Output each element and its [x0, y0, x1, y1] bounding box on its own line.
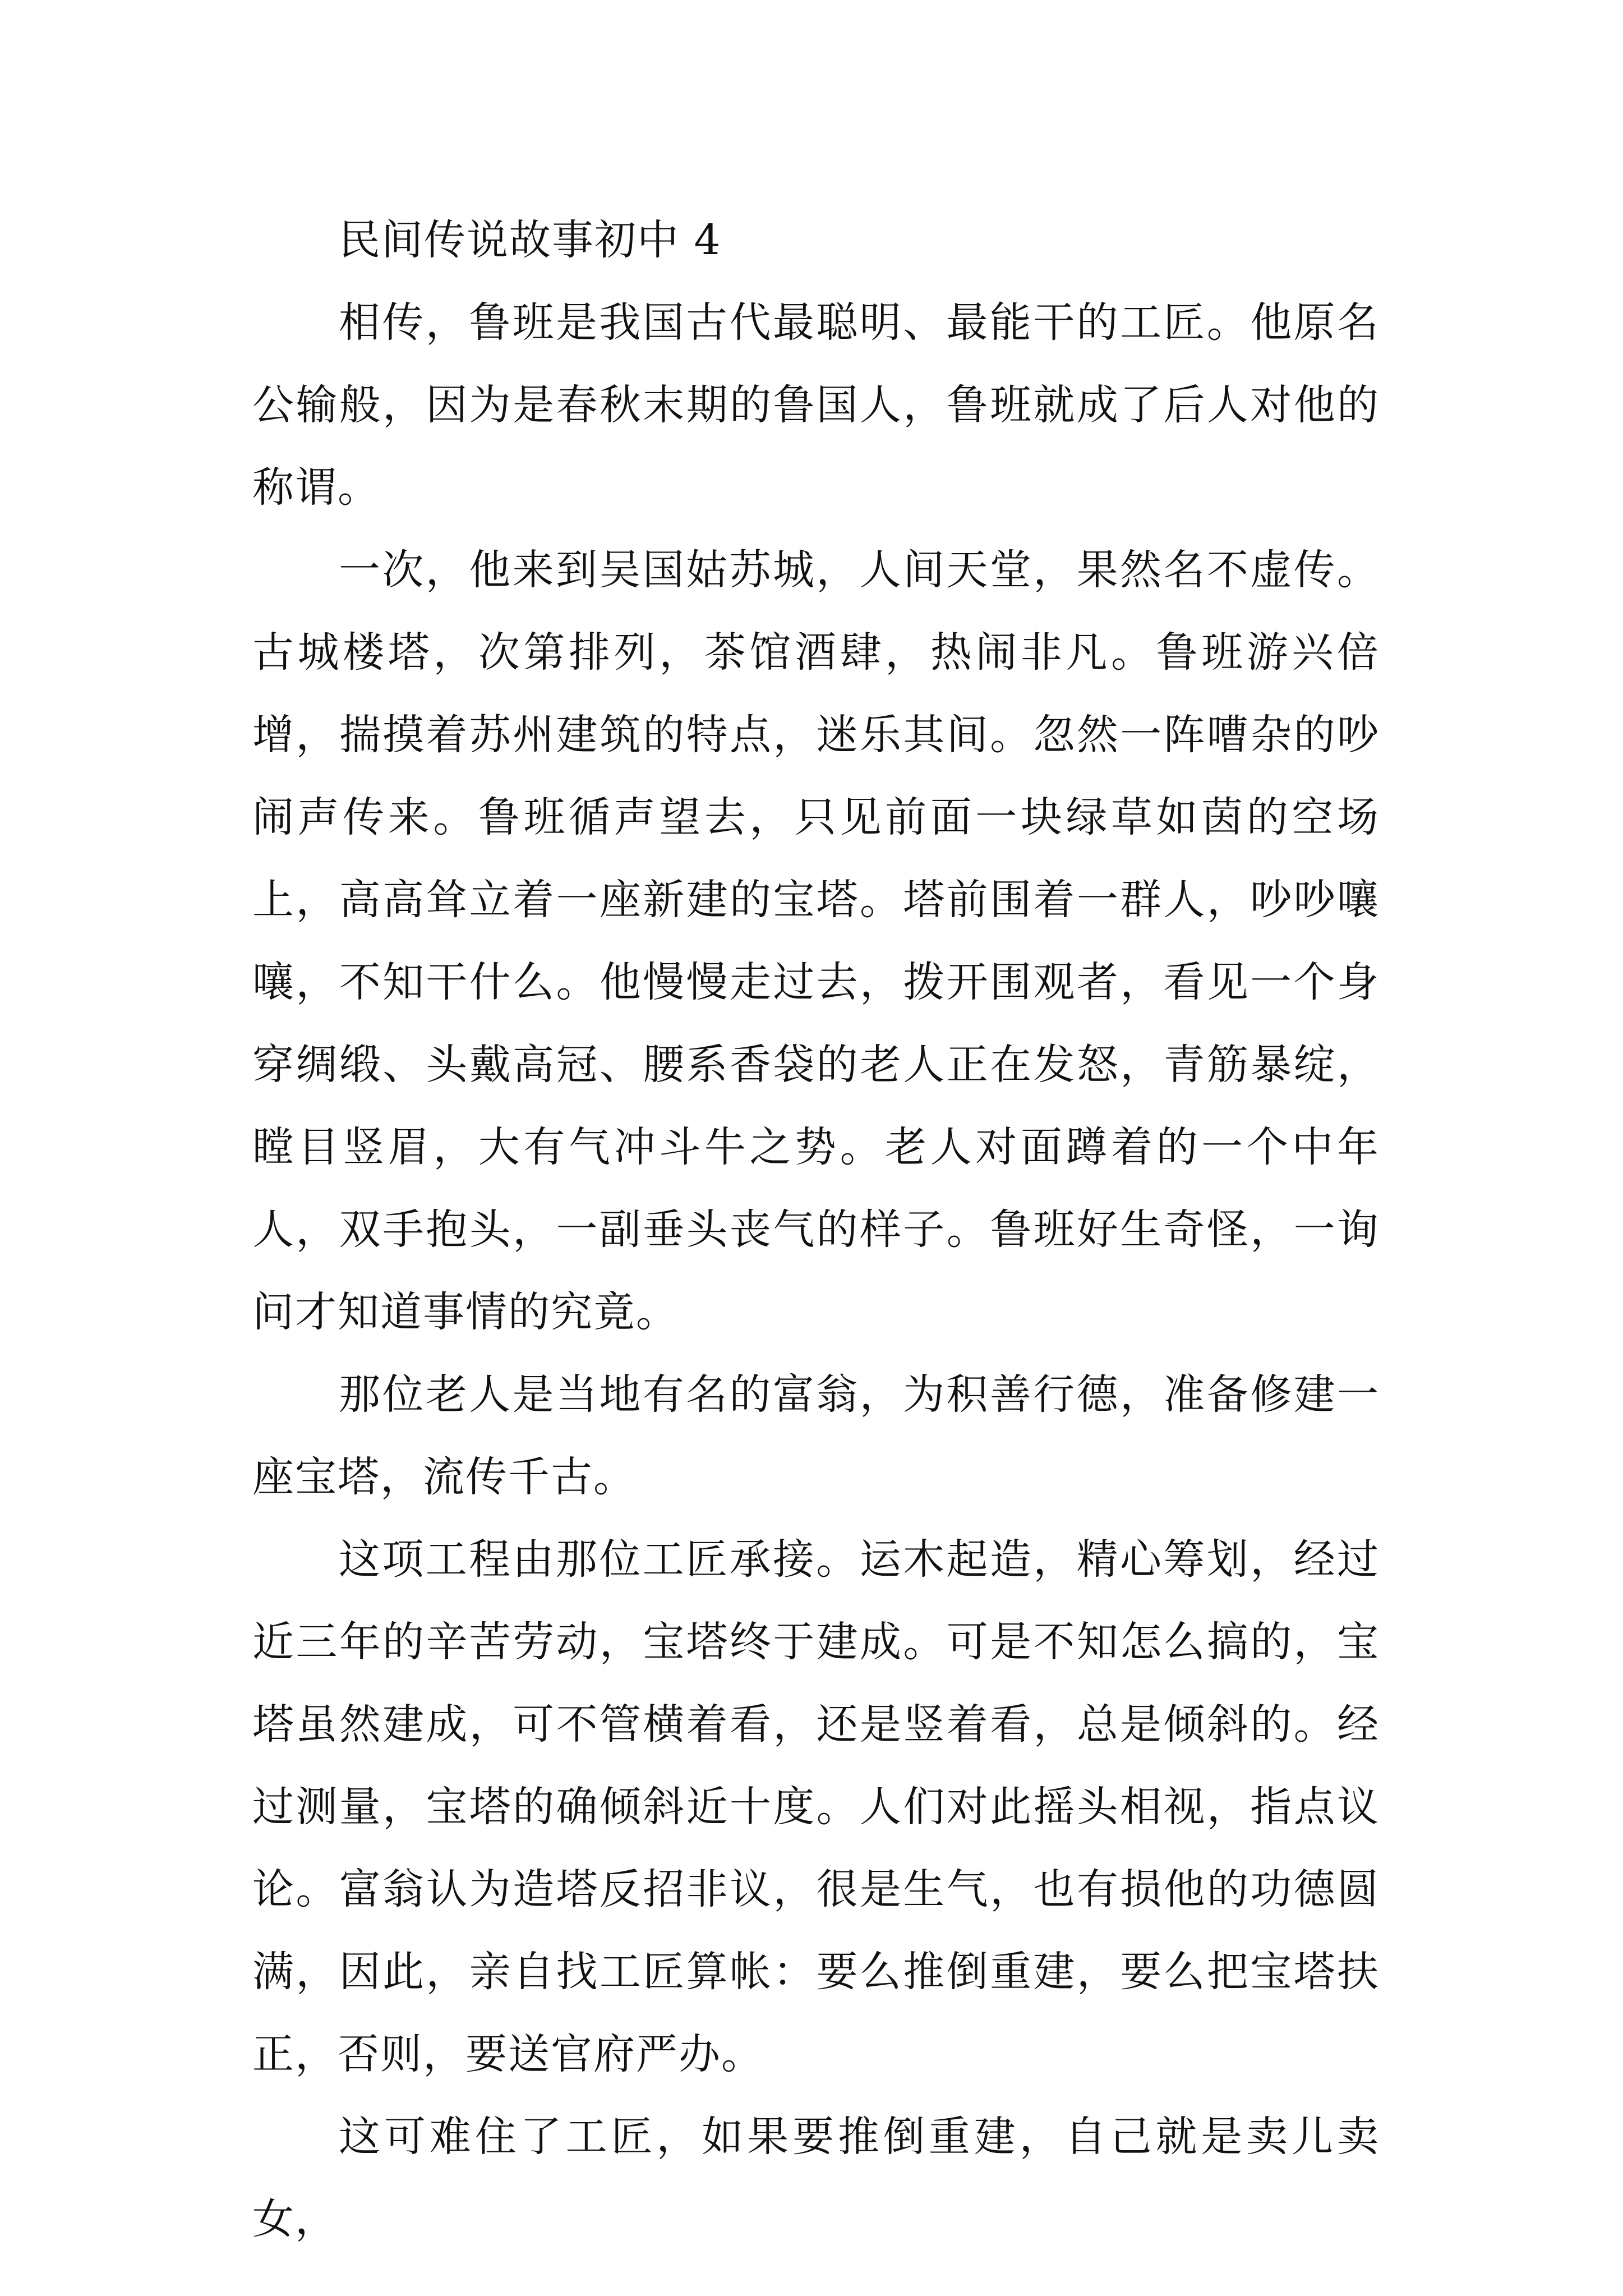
document-title: 民间传说故事初中 4 [339, 216, 722, 264]
document-body [252, 199, 1380, 2261]
paragraph-2: 一次，他来到吴国姑苏城，人间天堂，果然名不虚传。古城楼塔，次第排列，茶馆酒肆，热闹非凡。鲁班游兴倍增，揣摸着苏州建筑的特点，迷乐其间。忽然一阵嘈杂的吵闹声传来。鲁班循声望去，只见前面一块绿草如茵的空场上，高高耸立着一座新建的宝塔。塔前围着一群人，吵吵嚷嚷，不知干什么。他慢慢走过去，拨开围观者，看见一个身穿绸缎、头戴高冠、腰系香袋的老人正在发怒，青筋暴绽，瞠目竖眉，大有气冲斗牛之势。老人对面蹲着的一个中年人，双手抱头，一副垂头丧气的样子。鲁班好生奇怪，一询问才知道事情的究竟。 [252, 546, 1380, 1336]
paragraph-3: 那位老人是当地有名的富翁，为积善行德，准备修建一座宝塔，流传千古。 [252, 1370, 1380, 1501]
paragraph-1: 相传，鲁班是我国古代最聪明、最能干的工匠。他原名公输般，因为是春秋末期的鲁国人，鲁班就成了后人对他的称谓。 [252, 298, 1380, 512]
paragraph-5: 这可难住了工匠，如果要推倒重建，自己就是卖儿卖女， [252, 2113, 1380, 2243]
paragraph-4: 这项工程由那位工匠承接。运木起造，精心筹划，经过近三年的辛苦劳动，宝塔终于建成。可是不知怎么搞的，宝塔虽然建成，可不管横着看，还是竖着看，总是倾斜的。经过测量，宝塔的确倾斜近十度。人们对此摇头相视，指点议论。富翁认为造塔反招非议，很是生气，也有损他的功德圆满，因此，亲自找工匠算帐：要么推倒重建，要么把宝塔扶正，否则，要送官府严办。 [252, 1535, 1380, 2078]
